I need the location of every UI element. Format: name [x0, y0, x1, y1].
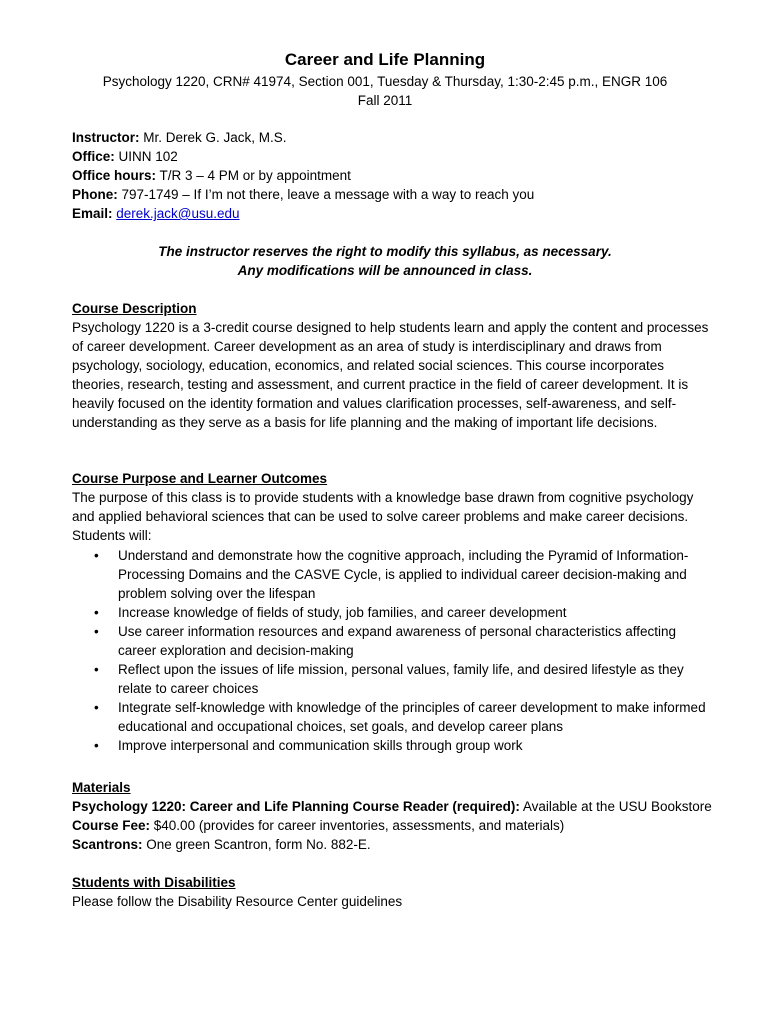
- bullet-icon: •: [94, 624, 99, 639]
- phone-line: [72, 187, 534, 202]
- course-fee-line: [72, 818, 564, 833]
- course-fee-value: $40.00 (provides for career inventories, assessments, and materials): [150, 818, 565, 833]
- modification-notice-line2: Any modifications will be announced in class.: [237, 263, 533, 278]
- scantrons-label: Scantrons:: [72, 837, 143, 852]
- office-label: Office:: [72, 149, 115, 164]
- course-description-heading: Course Description: [72, 301, 197, 316]
- office-value: UINN 102: [114, 149, 178, 164]
- email-line: [72, 206, 240, 221]
- course-reader-value: Available at the USU Bookstore: [519, 799, 712, 814]
- instructor-label: Instructor:: [72, 130, 140, 145]
- course-fee-label: Course Fee:: [72, 818, 151, 833]
- list-item: [72, 546, 712, 603]
- list-item: [72, 660, 712, 698]
- term-line: Fall 2011: [357, 93, 413, 108]
- office-line: [72, 149, 178, 164]
- list-item: [72, 698, 712, 736]
- materials-heading: Materials: [72, 780, 131, 795]
- office-hours-label: Office hours:: [72, 168, 157, 183]
- bullet-icon: •: [94, 738, 99, 753]
- disabilities-text: Please follow the Disability Resource Center guidelines: [72, 894, 403, 909]
- phone-value: 797-1749 – If I’m not there, leave a message with a way to reach you: [117, 187, 535, 202]
- document-title: Career and Life Planning: [284, 50, 486, 69]
- list-item: [72, 603, 712, 622]
- modification-notice-line1: The instructor reserves the right to modify this syllabus, as necessary.: [158, 244, 612, 259]
- scantrons-line: [72, 837, 371, 852]
- disabilities-heading: Students with Disabilities: [72, 875, 236, 890]
- bullet-icon: •: [94, 605, 99, 620]
- outcome-text: Reflect upon the issues of life mission, personal values, family life, and desired lifestyle as they relate to career choices: [118, 662, 684, 696]
- outcome-text: Use career information resources and expand awareness of personal characteristics affecting career exploration and decision-making: [118, 624, 677, 658]
- course-reader-label: Psychology 1220: Career and Life Planning Course Reader (required):: [72, 799, 520, 814]
- phone-label: Phone:: [72, 187, 118, 202]
- instructor-line: [72, 130, 287, 145]
- outcome-text: Increase knowledge of fields of study, job families, and career development: [118, 605, 567, 620]
- email-label: Email:: [72, 206, 113, 221]
- outcome-text: Understand and demonstrate how the cognitive approach, including the Pyramid of Information-Processing Domains and the CASVE Cycle, is applied to individual career decision-making and problem solving over the lifespan: [118, 548, 689, 601]
- course-purpose-heading: Course Purpose and Learner Outcomes: [72, 471, 328, 486]
- course-info-line: Psychology 1220, CRN# 41974, Section 001, Tuesday & Thursday, 1:30-2:45 p.m., ENGR 106: [102, 74, 668, 89]
- outcome-text: Integrate self-knowledge with knowledge of the principles of career development to make informed educational and occupational choices, set goals, and develop career plans: [118, 700, 706, 734]
- learner-outcomes-list: [72, 546, 712, 755]
- email-link[interactable]: derek.jack@usu.edu: [116, 206, 240, 221]
- course-purpose-intro: The purpose of this class is to provide students with a knowledge base drawn from cognitive psychology and applied behavioral sciences that can be used to solve career problems and make career decisions. Students will:: [72, 490, 694, 543]
- office-hours-value: T/R 3 – 4 PM or by appointment: [156, 168, 351, 183]
- course-reader-line: [72, 799, 712, 814]
- outcome-text: Improve interpersonal and communication skills through group work: [118, 738, 523, 753]
- list-item: [72, 622, 712, 660]
- bullet-icon: •: [94, 662, 99, 677]
- bullet-icon: •: [94, 700, 99, 715]
- office-hours-line: [72, 168, 351, 183]
- instructor-value: Mr. Derek G. Jack, M.S.: [139, 130, 287, 145]
- course-description-text: Psychology 1220 is a 3-credit course designed to help students learn and apply the content and processes of career development. Career development as an area of study is interdisciplinary and draws from psychology, sociology, education, economics, and related social sciences. This course incorporates theories, research, testing and assessment, and current practice in the field of career development. It is heavily focused on the identity formation and values clarification processes, self-awareness, and self-understanding as they serve as a basis for life planning and the making of important life decisions.: [72, 320, 709, 430]
- scantrons-value: One green Scantron, form No. 882-E.: [142, 837, 371, 852]
- bullet-icon: •: [94, 548, 99, 563]
- list-item: [72, 736, 712, 755]
